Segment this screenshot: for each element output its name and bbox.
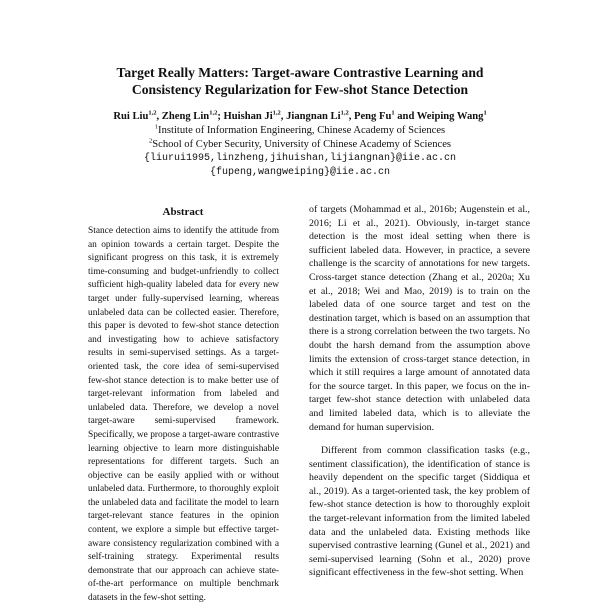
title-line-2: Consistency Regularization for Few-shot Stance Detection xyxy=(131,82,469,97)
email-line-1: {liurui1995,linzheng,jihuishan,lijiangnan}@iie.ac.cn xyxy=(143,153,457,164)
body-paragraph-2: Different from common classification tasks (e.g., sentiment classification), the identification of stance is heavily dependent on the specific target (Siddiqua et al., 2019). As a target-oriented task, the key problem of few-shot stance detection is how to thoroughly exploit the target-relevant information from the limited labeled data and the unlabeled data. Existing methods like supervised contrastive learning (Gunel et al., 2021) and semi-supervised learning (Sohn et al., 2020) prove significant effectiveness in the few-shot setting. When xyxy=(309,445,530,579)
author: Weiping Wang$^1$ xyxy=(416,109,487,122)
paper-title xyxy=(60,64,540,98)
email-line-2: {fupeng,wangweiping}@iie.ac.cn xyxy=(209,166,391,178)
author: Jiangnan Li$^{1,2}$, xyxy=(286,109,354,122)
author: Peng Fu$^1$ and xyxy=(353,109,417,122)
body-paragraph-1: of targets (Mohammad et al., 2016b; Augenstein et al., 2016; Li et al., 2021). Obviously, in-target stance detection is the most ideal setting when there is sufficient labeled data. However, in practice, a severe challenge is the scarcity of annotations for new targets. Cross-target stance detection (Zhang et al., 2020a; Xu et al., 2018; Wei and Mao, 2019) is to train on the labeled data of one source target and test on the destination target, which is based on an assumption that there is a strong correlation between the two targets. No doubt the harsh demand from the assumption above limits the extension of cross-target stance detection, in which it still requires a large amount of annotated data for the source target. In this paper, we focus on the in-target few-shot stance detection with unlabeled data and limited labeled data, which is to alleviate the demand for human supervision. xyxy=(309,204,530,433)
abstract-text xyxy=(88,225,279,606)
abstract-paragraph: Stance detection aims to identify the attitude from an opinion towards a certain target. Despite the significant progress on this task, it is extremely time-consuming and budget-unfriendly to collect sufficient high-quality labeled data for every new target under fully-supervised learning, whereas unlabeled data can be collected easier. Therefore, this paper is devoted to few-shot stance detection and investigating how to achieve satisfactory results in semi-supervised settings. As a target-oriented task, the core idea of semi-supervised few-shot stance detection is to make better use of target-relevant information from labeled and unlabeled data. Therefore, we develop a novel target-aware semi-supervised framework. Specifically, we propose a target-aware contrastive learning objective to learn more distinguishable representations for different targets. Such an objective can be easily applied with or without unlabeled data. Furthermore, to thoroughly exploit the unlabeled data and facilitate the model to learn target-relevant stance features in the opinion content, we explore a simple but effective target-aware consistency regularization combined with a self-training strategy. Experimental results demonstrate that our approach can achieve state-of-the-art performance on multiple benchmark datasets in the few-shot setting. xyxy=(88,226,279,604)
abstract-heading: Abstract xyxy=(162,206,204,218)
author: Huishan Ji$^{1,2}$, xyxy=(223,109,287,122)
title-line-1: Target Really Matters: Target-aware Contrastive Learning and xyxy=(116,65,484,80)
affiliation-1: $^1$Institute of Information Engineering, Chinese Academy of Sciences xyxy=(154,123,446,136)
author: Rui Liu$^{1,2}$, xyxy=(113,109,162,122)
author-block xyxy=(40,110,560,179)
author: Zheng Lin$^{1,2}$; xyxy=(161,109,224,122)
affiliation-2: $^2$School of Cyber Security, University of Chinese Academy of Sciences xyxy=(148,137,452,150)
author-names xyxy=(40,110,560,124)
body-column xyxy=(309,203,530,580)
